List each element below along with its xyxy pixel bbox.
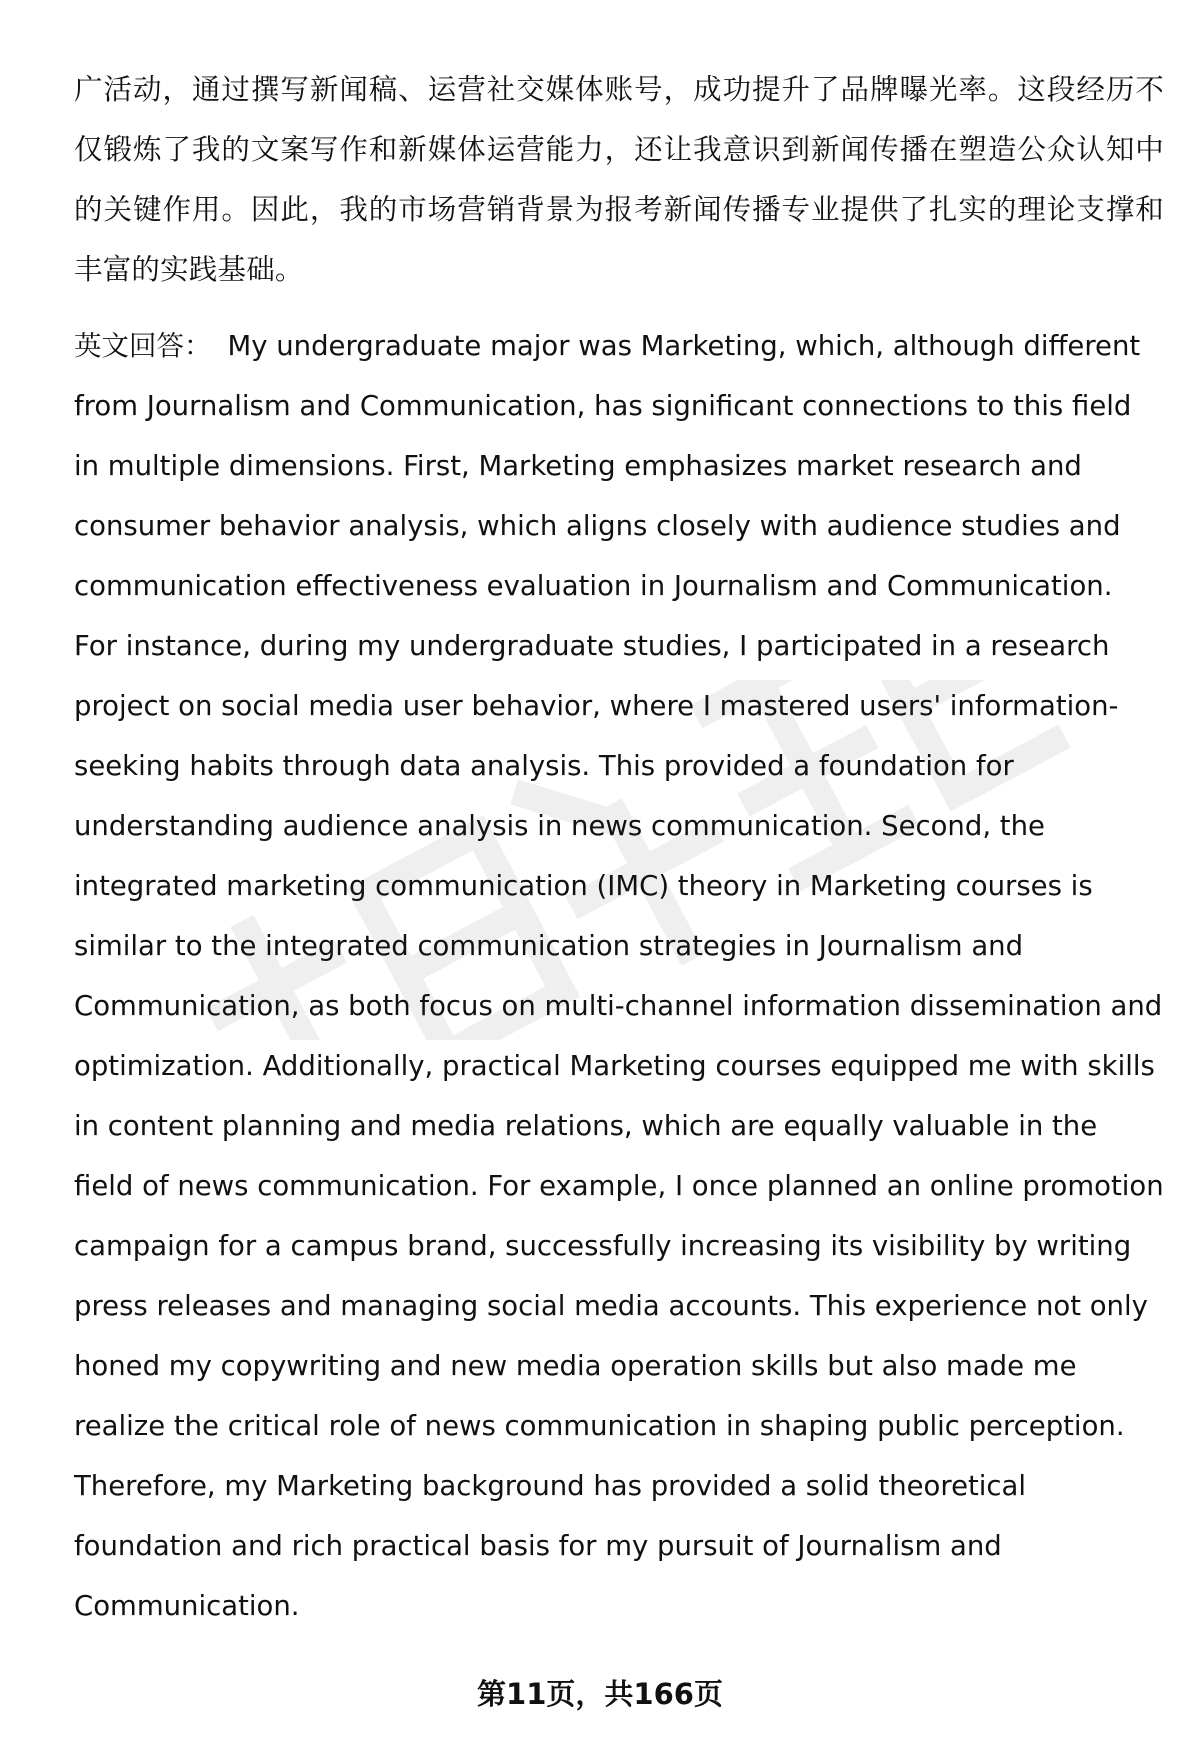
english-answer [74, 316, 1164, 1636]
document-body [74, 60, 1164, 1636]
chinese-answer-continuation: 广活动，通过撰写新闻稿、运营社交媒体账号，成功提升了品牌曝光率。这段经历不仅锻炼了我的文案写作和新媒体运营能力，还让我意识到新闻传播在塑造公众认知中的关键作用。因此，我的市场营销背景为报考新闻传播专业提供了扎实的理论支撑和丰富的实践基础。 [74, 73, 1164, 286]
page-number-footer: 第11页，共166页 [477, 1677, 723, 1711]
english-answer-text: My undergraduate major was Marketing, which, although different from Journalism and Communication, has significant connections to this field in multiple dimensions. First, Marketing emphasizes market research and consumer behavior analysis, which aligns closely with audience studies and communication effectiveness evaluation in Journalism and Communication. For instance, during my undergraduate studies, I participated in a research project on social media user behavior, where I mastered users' information-seeking habits through data analysis. This provided a foundation for understanding audience analysis in news communication. Second, the integrated marketing communication (IMC) theory in Marketing courses is similar to the integrated communication strategies in Journalism and Communication, as both focus on multi-channel information dissemination and optimization. Additionally, practical Marketing courses equipped me with skills in content planning and media relations, which are equally valuable in the field of news communication. For example, I once planned an online promotion campaign for a campus brand, successfully increasing its visibility by writing press releases and managing social media accounts. This experience not only honed my copywriting and new media operation skills but also made me realize the critical role of news communication in shaping public perception. Therefore, my Marketing background has provided a solid theoretical foundation and rich practical basis for my pursuit of Journalism and Communication. [74, 330, 1164, 1622]
english-answer-label: 英文回答： [74, 330, 212, 362]
